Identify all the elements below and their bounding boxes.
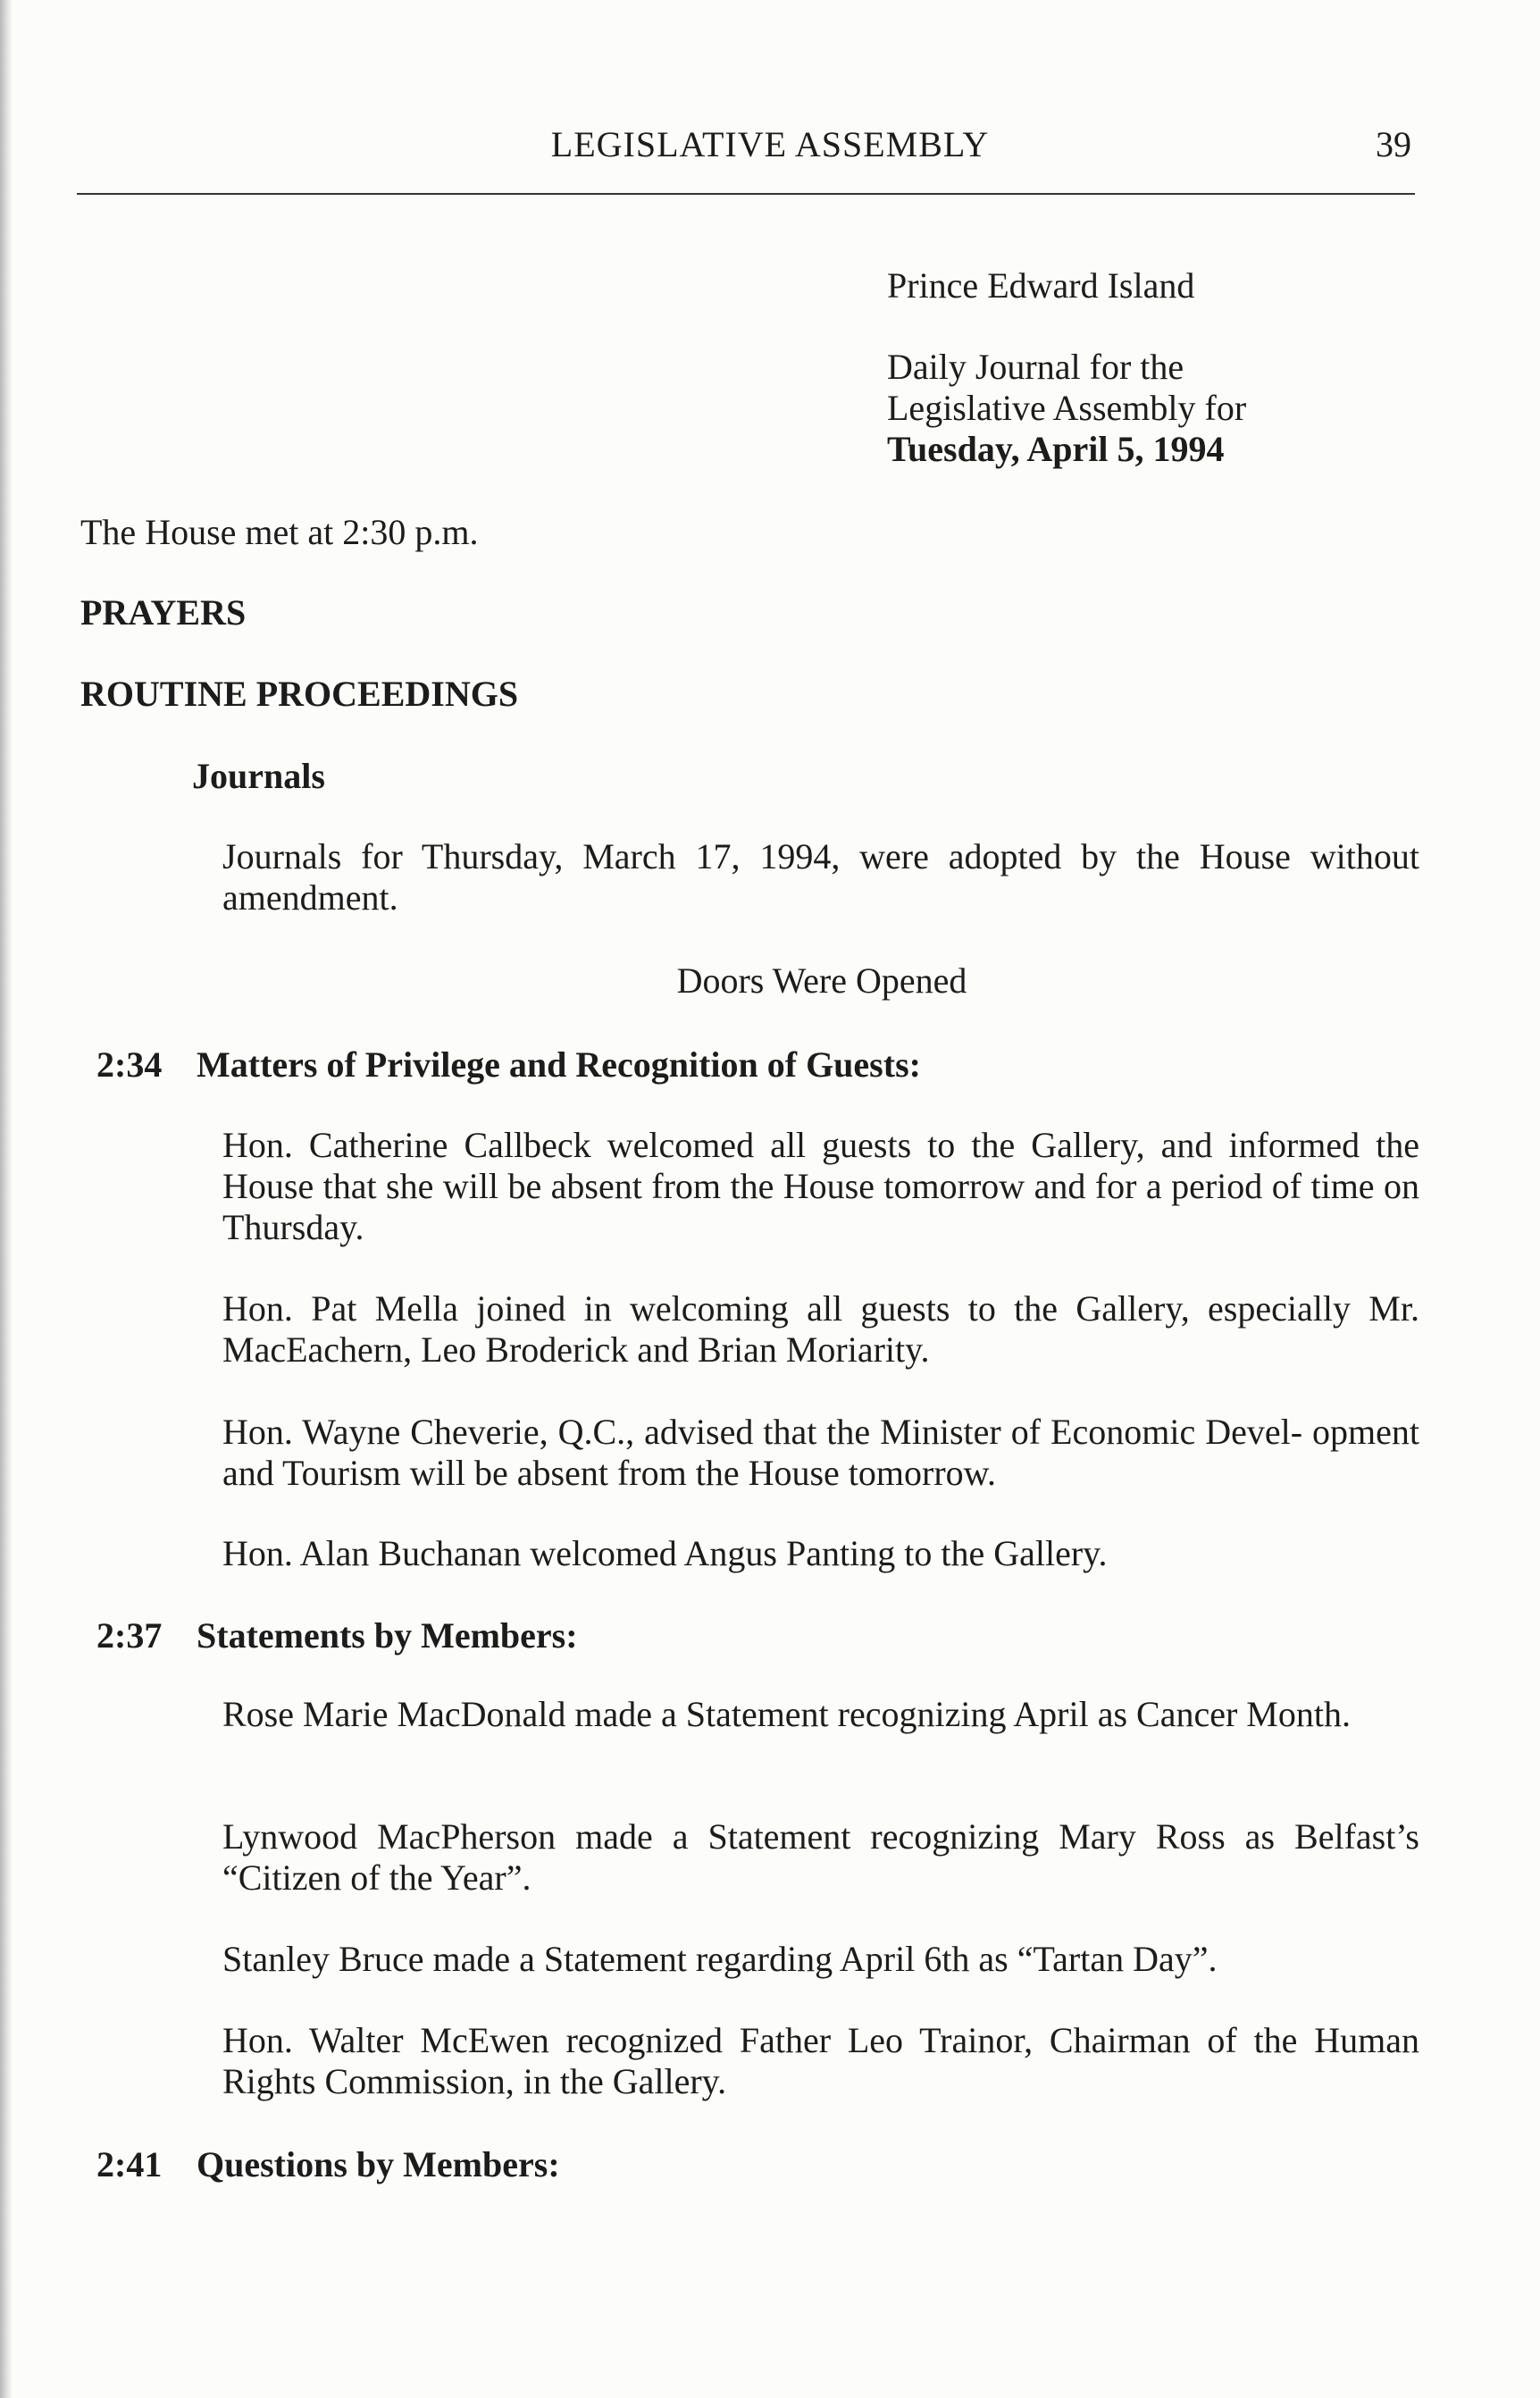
masthead-journal-title bbox=[887, 347, 1246, 470]
opening-line: The House met at 2:30 p.m. bbox=[80, 512, 479, 552]
privilege-item-3: Hon. Wayne Cheverie, Q.C., advised that the Minister of Economic Devel- opment and Tourism will be absent from the House tomorrow. bbox=[222, 1412, 1419, 1493]
privilege-heading: Matters of Privilege and Recognition of Guests: bbox=[197, 1044, 921, 1085]
statement-item-2: Lynwood MacPherson made a Statement recognizing Mary Ross as Belfast’s “Citizen of the Year”. bbox=[222, 1816, 1419, 1898]
privilege-item-4: Hon. Alan Buchanan welcomed Angus Panting to the Gallery. bbox=[222, 1533, 1108, 1573]
journals-heading: Journals bbox=[192, 756, 325, 796]
masthead-line-2: Legislative Assembly for bbox=[887, 388, 1247, 428]
questions-heading: Questions by Members: bbox=[197, 2144, 560, 2184]
statements-heading: Statements by Members: bbox=[197, 1615, 578, 1656]
privilege-item-1: Hon. Catherine Callbeck welcomed all guests to the Gallery, and informed the House that she will be absent from the House tomorrow and for a period of time on Thursday. bbox=[222, 1125, 1419, 1247]
time-privilege: 2:34 bbox=[96, 1044, 163, 1085]
journals-text: Journals for Thursday, March 17, 1994, were adopted by the House without amendment. bbox=[222, 836, 1419, 918]
doors-opened: Doors Were Opened bbox=[676, 960, 967, 1001]
statement-item-1: Rose Marie MacDonald made a Statement recognizing April as Cancer Month. bbox=[222, 1694, 1351, 1734]
privilege-item-2: Hon. Pat Mella joined in welcoming all guests to the Gallery, especially Mr. MacEachern, Leo Broderick and Brian Moriarity. bbox=[222, 1288, 1419, 1370]
statement-item-4: Hon. Walter McEwen recognized Father Leo Trainor, Chairman of the Human Rights Commission, in the Gallery. bbox=[222, 2020, 1419, 2101]
scan-edge bbox=[0, 0, 13, 2398]
masthead-province: Prince Edward Island bbox=[887, 265, 1195, 306]
header-rule bbox=[77, 193, 1415, 195]
page-number: 39 bbox=[1376, 124, 1411, 164]
routine-proceedings-heading: ROUTINE PROCEEDINGS bbox=[80, 674, 519, 714]
prayers-heading: PRAYERS bbox=[80, 592, 247, 633]
masthead-date: Tuesday, April 5, 1994 bbox=[887, 429, 1225, 469]
statement-item-3: Stanley Bruce made a Statement regarding April 6th as “Tartan Day”. bbox=[222, 1939, 1218, 1979]
time-questions: 2:41 bbox=[96, 2144, 163, 2184]
time-statements: 2:37 bbox=[96, 1615, 163, 1656]
running-head: LEGISLATIVE ASSEMBLY bbox=[550, 124, 990, 164]
masthead-line-1: Daily Journal for the bbox=[887, 347, 1184, 387]
